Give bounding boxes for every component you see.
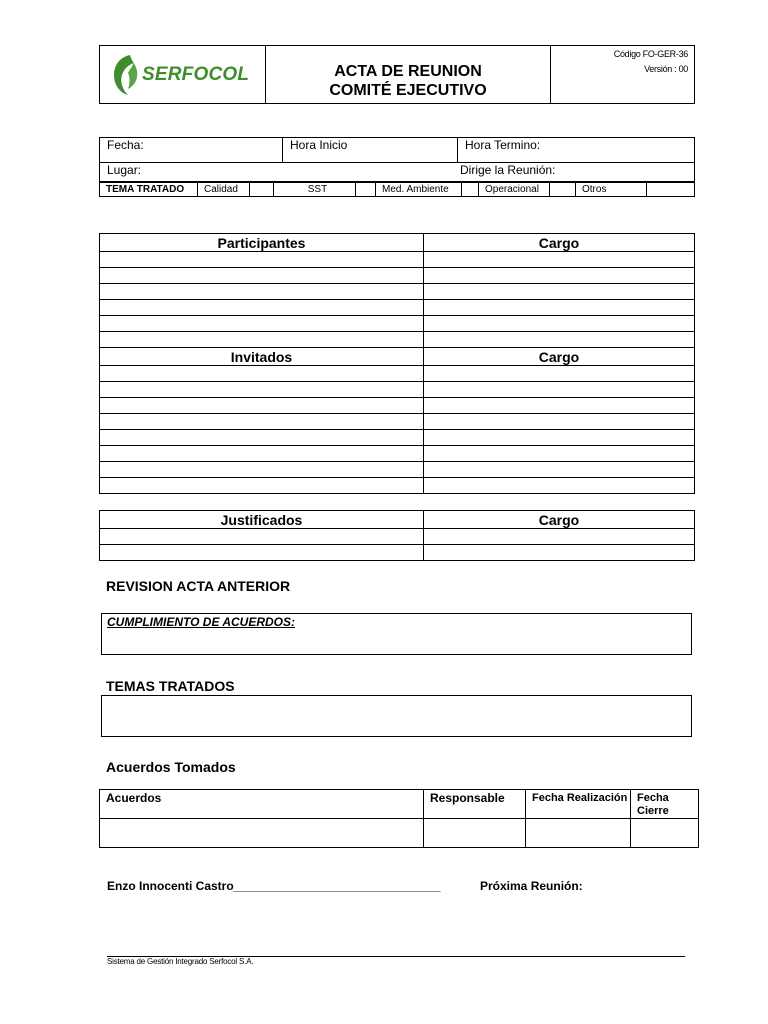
footer-text: Sistema de Gestión Integrado Serfocol S.A. xyxy=(107,957,254,966)
table-row xyxy=(100,366,695,382)
cargo-header: Cargo xyxy=(424,511,695,529)
table-row xyxy=(100,332,695,348)
table-row xyxy=(100,382,695,398)
responsable-col-header: Responsable xyxy=(424,790,526,819)
acuerdos-col-header: Acuerdos xyxy=(100,790,424,819)
acuerdos-title: Acuerdos Tomados xyxy=(106,759,236,775)
fecha-realizacion-col-header: Fecha Realización xyxy=(526,790,631,819)
signature-name: Enzo Innocenti Castro_______________________________ xyxy=(107,879,441,893)
lugar-field[interactable]: Lugar: xyxy=(100,163,456,183)
table-row xyxy=(100,414,695,430)
tema-option-calidad: Calidad xyxy=(198,182,250,197)
cumplimiento-label: CUMPLIMIENTO DE ACUERDOS: xyxy=(107,615,296,629)
table-row xyxy=(100,819,699,848)
logo-cell xyxy=(100,46,266,104)
justificados-header: Justificados xyxy=(100,511,424,529)
tema-check-ambiente[interactable] xyxy=(462,182,479,197)
table-row xyxy=(100,446,695,462)
document-header xyxy=(99,45,695,104)
temas-box[interactable] xyxy=(101,695,692,737)
meeting-info-table xyxy=(99,137,695,163)
tema-check-operacional[interactable] xyxy=(550,182,576,197)
tema-option-sst: SST xyxy=(274,182,356,197)
code-cell xyxy=(551,46,695,104)
table-row xyxy=(100,268,695,284)
proxima-reunion-label: Próxima Reunión: xyxy=(480,879,583,893)
cumplimiento-box[interactable] xyxy=(101,613,692,655)
dirige-field[interactable]: Dirige la Reunión: xyxy=(455,163,695,183)
table-row xyxy=(100,398,695,414)
tema-label: TEMA TRATADO xyxy=(100,182,198,197)
tema-check-otros[interactable] xyxy=(647,182,695,197)
table-row xyxy=(100,430,695,446)
table-row xyxy=(100,300,695,316)
invitados-header: Invitados xyxy=(100,348,424,366)
document-title: ACTA DE REUNION xyxy=(334,62,482,80)
fecha-field[interactable]: Fecha: xyxy=(100,138,283,163)
cargo-header: Cargo xyxy=(424,234,695,252)
tema-check-calidad[interactable] xyxy=(250,182,274,197)
fecha-cierre-col-header: Fecha Cierre xyxy=(631,790,699,819)
table-row xyxy=(100,284,695,300)
participantes-table xyxy=(99,233,695,494)
justificados-table xyxy=(99,510,695,561)
table-row xyxy=(100,316,695,332)
participantes-header: Participantes xyxy=(100,234,424,252)
table-row xyxy=(100,462,695,478)
table-row xyxy=(100,478,695,494)
tema-option-ambiente: Med. Ambiente xyxy=(376,182,462,197)
tema-option-operacional: Operacional xyxy=(479,182,550,197)
tema-option-otros: Otros xyxy=(576,182,647,197)
tema-tratado-table xyxy=(99,181,695,197)
title-cell xyxy=(266,46,551,104)
table-row xyxy=(100,545,695,561)
document-code: Código FO-GER-36 xyxy=(613,49,688,59)
hora-termino-field[interactable]: Hora Termino: xyxy=(458,138,695,163)
table-row xyxy=(100,529,695,545)
meeting-location-table xyxy=(99,162,695,183)
table-row xyxy=(100,252,695,268)
tema-check-sst[interactable] xyxy=(356,182,376,197)
acuerdos-table xyxy=(99,789,699,848)
document-version: Versión : 00 xyxy=(644,64,688,74)
horse-logo-icon xyxy=(110,53,140,97)
temas-title: TEMAS TRATADOS xyxy=(106,678,235,694)
logo xyxy=(100,53,265,97)
document-subtitle: COMITÉ EJECUTIVO xyxy=(329,81,487,99)
cargo-header: Cargo xyxy=(424,348,695,366)
hora-inicio-field[interactable]: Hora Inicio xyxy=(283,138,458,163)
revision-title: REVISION ACTA ANTERIOR xyxy=(106,578,291,594)
logo-text: SERFOCOL xyxy=(142,63,250,85)
